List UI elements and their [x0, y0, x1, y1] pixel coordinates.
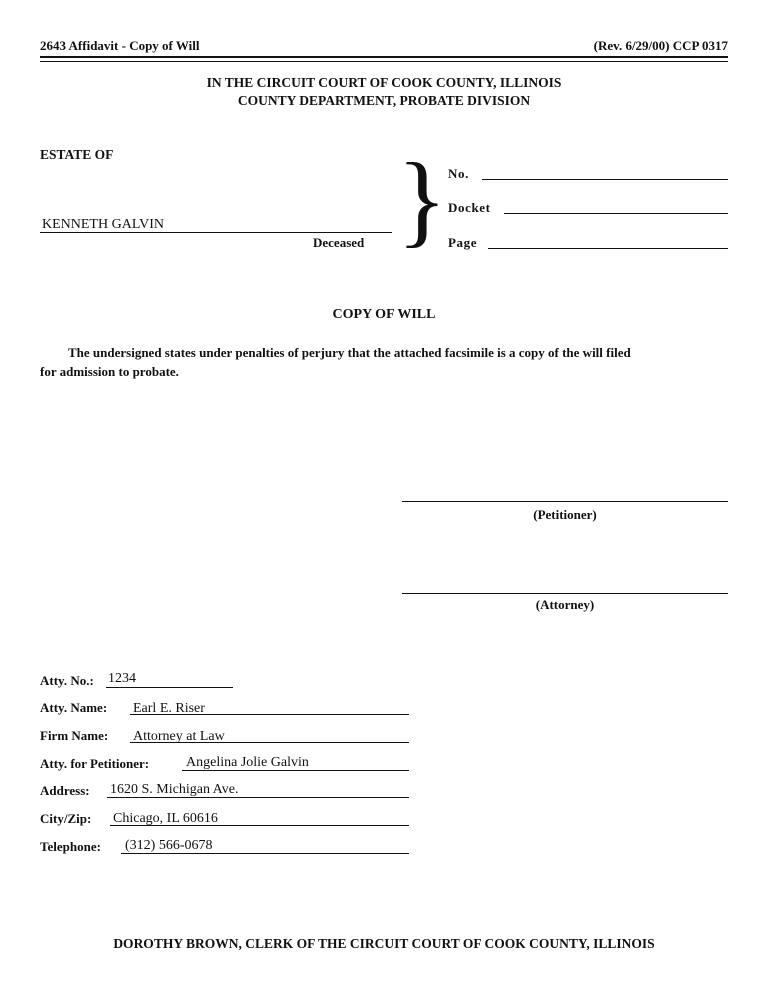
- affidavit-text-line-2: for admission to probate.: [40, 364, 179, 379]
- form-revision: (Rev. 6/29/00) CCP 0317: [593, 38, 728, 53]
- attorney-signature-line[interactable]: [402, 593, 728, 594]
- docket-label: Docket: [448, 200, 491, 215]
- case-number-label: No.: [448, 166, 469, 181]
- court-line-2: COUNTY DEPARTMENT, PROBATE DIVISION: [237, 93, 531, 108]
- decedent-name-line: [40, 232, 392, 233]
- atty-no-line: [106, 687, 233, 688]
- estate-of-label: ESTATE OF: [40, 147, 114, 162]
- atty-name-label: Atty. Name:: [40, 700, 108, 715]
- petitioner-label: (Petitioner): [533, 507, 597, 522]
- header-rule-thin: [40, 61, 728, 62]
- atty-for-petitioner-label: Atty. for Petitioner:: [40, 756, 150, 771]
- court-line-1: IN THE CIRCUIT COURT OF COOK COUNTY, ILLINOIS: [206, 75, 562, 90]
- address-field[interactable]: 1620 S. Michigan Ave.: [110, 782, 239, 797]
- firm-name-field[interactable]: Attorney at Law: [133, 729, 225, 744]
- affidavit-text-line-1: The undersigned states under penalties of perjury that the attached facsimile is a copy of the will filed: [68, 345, 631, 360]
- city-zip-label: City/Zip:: [40, 811, 92, 826]
- page-label: Page: [448, 235, 478, 250]
- document-title: COPY OF WILL: [332, 307, 436, 322]
- atty-name-field[interactable]: Earl E. Riser: [133, 701, 205, 716]
- firm-name-label: Firm Name:: [40, 728, 109, 743]
- header-rule-thick: [40, 56, 728, 58]
- clerk-footer: DOROTHY BROWN, CLERK OF THE CIRCUIT COURT OF COOK COUNTY, ILLINOIS: [113, 936, 655, 951]
- page-field[interactable]: [488, 248, 728, 249]
- atty-no-field[interactable]: 1234: [108, 671, 136, 686]
- atty-for-petitioner-field[interactable]: Angelina Jolie Galvin: [186, 755, 309, 770]
- docket-field[interactable]: [504, 213, 728, 214]
- petitioner-signature-line[interactable]: [402, 501, 728, 502]
- case-number-field[interactable]: [482, 179, 728, 180]
- form-id: 2643 Affidavit - Copy of Will: [40, 38, 200, 53]
- telephone-label: Telephone:: [40, 839, 101, 854]
- city-zip-field[interactable]: Chicago, IL 60616: [113, 811, 218, 826]
- attorney-label: (Attorney): [535, 597, 595, 612]
- address-label: Address:: [40, 783, 90, 798]
- caption-brace-icon: }: [397, 142, 447, 257]
- decedent-name: KENNETH GALVIN: [42, 217, 164, 232]
- deceased-label: Deceased: [313, 235, 365, 250]
- telephone-field[interactable]: (312) 566-0678: [125, 838, 213, 853]
- atty-no-label: Atty. No.:: [40, 673, 94, 688]
